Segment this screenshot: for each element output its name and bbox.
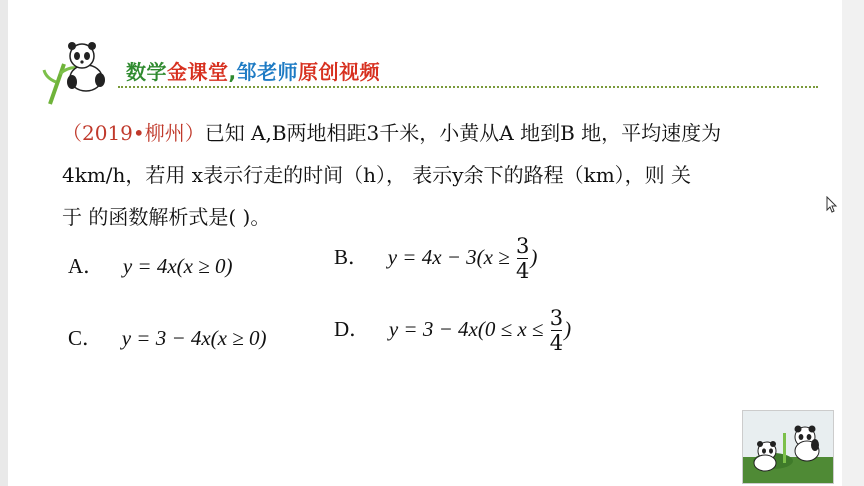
- option-a[interactable]: [68, 250, 233, 280]
- option-b-letter: B．: [334, 245, 370, 269]
- option-b[interactable]: [334, 234, 537, 283]
- option-b-fraction: [516, 234, 529, 283]
- option-b-close: ): [530, 245, 538, 269]
- option-d-close: ): [564, 317, 572, 341]
- right-edge: [842, 0, 864, 486]
- option-d-letter: D．: [334, 317, 371, 341]
- left-edge: [0, 0, 8, 486]
- question-source-tag: （2019•柳州）: [62, 121, 205, 145]
- question-line-2: 4km/h，若用 x表示行走的时间（h）， 表示y余下的路程（km），则 关: [62, 163, 692, 187]
- question-line-1-text: 已知 A,B两地相距3千米，小黄从A 地到B 地，平均速度为: [204, 121, 722, 145]
- brand-part-2: 金课堂: [167, 60, 229, 84]
- option-d-denominator: 4: [549, 331, 564, 355]
- option-c-letter: C．: [68, 326, 104, 350]
- option-c-expression: y = 3 − 4x(x ≥ 0): [121, 326, 267, 350]
- mouse-pointer-icon: [826, 196, 838, 214]
- panda-figurines-image: [742, 410, 834, 484]
- brand-title: [126, 56, 380, 85]
- brand-part-1: 数学: [126, 60, 167, 84]
- option-a-expression: y = 4x(x ≥ 0): [122, 254, 233, 278]
- panda-bamboo-icon: [42, 34, 114, 106]
- option-b-expression: y = 4x − 3(x ≥: [387, 245, 516, 269]
- question-text: [62, 112, 802, 238]
- question-line-1: [62, 112, 802, 154]
- dotted-divider: [118, 86, 818, 88]
- brand-comma: ,: [228, 60, 237, 84]
- option-d-fraction: [550, 306, 563, 355]
- option-b-numerator: 3: [516, 234, 530, 258]
- option-d-expression: y = 3 − 4x(0 ≤ x ≤: [388, 317, 549, 341]
- option-c[interactable]: [68, 322, 267, 352]
- option-d[interactable]: [334, 306, 571, 355]
- brand-part-4: 邹老师: [236, 60, 299, 84]
- question-line-3: 于 的函数解析式是( )。: [62, 205, 271, 229]
- option-d-numerator: 3: [549, 306, 564, 330]
- option-b-denominator: 4: [516, 259, 530, 283]
- brand-part-5: 原创视频: [298, 60, 381, 84]
- option-a-letter: A．: [68, 254, 105, 278]
